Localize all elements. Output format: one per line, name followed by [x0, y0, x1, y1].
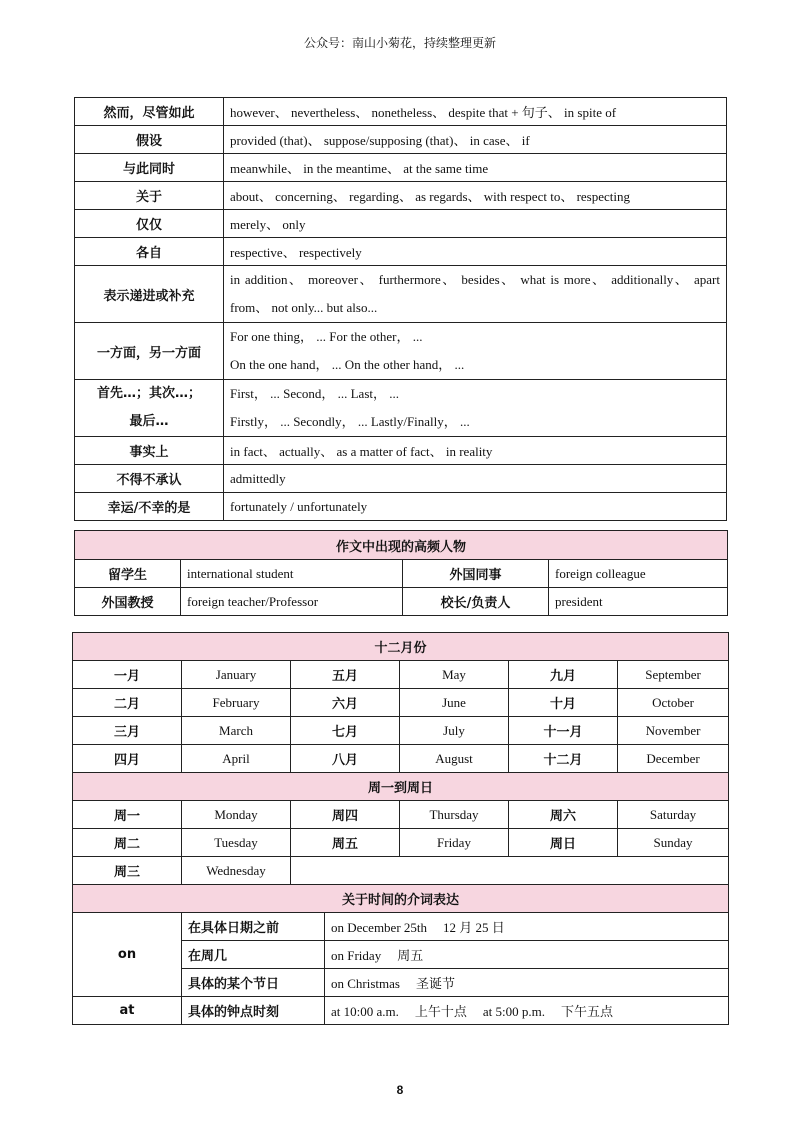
example-cn: 周五: [397, 948, 424, 963]
month-en: July: [400, 717, 509, 745]
phrase-cn: 表示递进或补充: [75, 266, 224, 323]
preposition-label: on: [73, 913, 182, 997]
phrase-en: fortunately / unfortunately: [224, 493, 727, 521]
month-cn: 二月: [73, 689, 182, 717]
table-row: [75, 588, 728, 616]
weekday-cn: 周二: [73, 829, 182, 857]
example-cn: 12 月 25 日: [443, 920, 505, 935]
month-cn: 十二月: [509, 745, 618, 773]
weekday-en: Tuesday: [182, 829, 291, 857]
preposition-example: [325, 997, 729, 1025]
month-en: April: [182, 745, 291, 773]
table-row: [75, 98, 727, 126]
weekday-cn: 周一: [73, 801, 182, 829]
phrase-en: however、 nevertheless、 nonetheless、 despite that + 句子、 in spite of: [224, 98, 727, 126]
month-cn: 六月: [291, 689, 400, 717]
phrase-en: about、 concerning、 regarding、 as regards、 with respect to、 respecting: [224, 182, 727, 210]
month-en: September: [618, 661, 729, 689]
preposition-example: [325, 913, 729, 941]
table-row: [75, 380, 727, 437]
people-table: [74, 530, 728, 616]
table-row: [75, 126, 727, 154]
table-row: [75, 560, 728, 588]
table-row: [73, 661, 729, 689]
table-row: [75, 531, 728, 560]
month-cn: 九月: [509, 661, 618, 689]
table-row: [75, 266, 727, 323]
month-en: November: [618, 717, 729, 745]
phrase-cn: 各自: [75, 238, 224, 266]
time-table: [72, 632, 729, 1025]
month-en: May: [400, 661, 509, 689]
preposition-desc: 具体的某个节日: [182, 969, 325, 997]
preposition-desc: 在周几: [182, 941, 325, 969]
example-en: at 5:00 p.m.: [482, 1004, 546, 1019]
phrase-en-cell: [224, 380, 727, 437]
phrase-cn: 关于: [75, 182, 224, 210]
example-cn: 上午十点: [414, 1004, 467, 1019]
table-row: [73, 717, 729, 745]
phrase-cn: 幸运/不幸的是: [75, 493, 224, 521]
phrase-cn: 然而，尽管如此: [75, 98, 224, 126]
phrase-en-line: For one thing， ... For the other， ...: [230, 329, 423, 344]
month-cn: 四月: [73, 745, 182, 773]
phrase-en: in fact、 actually、 as a matter of fact、 in reality: [224, 437, 727, 465]
month-en: January: [182, 661, 291, 689]
people-cn: 外国同事: [403, 560, 549, 588]
phrase-en-line: On the one hand， ... On the other hand， ...: [230, 357, 465, 372]
people-en: foreign colleague: [549, 560, 728, 588]
phrase-en-line: Firstly， ... Secondly， ... Lastly/Finally， ...: [230, 414, 470, 429]
table-row: [73, 689, 729, 717]
table-row: [75, 465, 727, 493]
example-en: on Friday: [331, 948, 382, 963]
weekday-en: Saturday: [618, 801, 729, 829]
weekday-en: Friday: [400, 829, 509, 857]
people-cn: 留学生: [75, 560, 181, 588]
table-row: [73, 773, 729, 801]
phrase-cn-line: 最后…: [129, 414, 169, 429]
weekday-en: Monday: [182, 801, 291, 829]
phrase-cn: 假设: [75, 126, 224, 154]
table-row: [75, 323, 727, 380]
example-en: at 10:00 a.m.: [331, 1004, 399, 1019]
table-row: [75, 182, 727, 210]
people-cn: 外国教授: [75, 588, 181, 616]
phrase-en: respective、 respectively: [224, 238, 727, 266]
example-en: on Christmas: [331, 976, 400, 991]
page-header: 公众号：南山小菊花，持续整理更新: [303, 36, 496, 50]
phrase-cn: 与此同时: [75, 154, 224, 182]
table-row: [75, 437, 727, 465]
table-row: [75, 238, 727, 266]
table-row: [73, 633, 729, 661]
example-en: on December 25th: [331, 920, 428, 935]
preposition-example: [325, 969, 729, 997]
phrase-cn-cell: [75, 380, 224, 437]
table-row: [73, 829, 729, 857]
phrase-en: meanwhile、 in the meantime、 at the same time: [224, 154, 727, 182]
weekday-en: Sunday: [618, 829, 729, 857]
phrase-cn: 事实上: [75, 437, 224, 465]
table-row: [73, 913, 729, 941]
month-en: February: [182, 689, 291, 717]
phrase-en-line: First， ... Second， ... Last， ...: [230, 386, 399, 401]
table-row: [73, 885, 729, 913]
month-cn: 十月: [509, 689, 618, 717]
month-cn: 八月: [291, 745, 400, 773]
table-row: [75, 154, 727, 182]
month-en: August: [400, 745, 509, 773]
section-title: 作文中出现的高频人物: [75, 531, 728, 560]
table-row: [73, 801, 729, 829]
phrase-en-cell: [224, 323, 727, 380]
month-cn: 七月: [291, 717, 400, 745]
phrase-en: in addition、 moreover、 furthermore、 besides、 what is more、 additionally、 apart from、 not only... but also...: [224, 266, 727, 323]
table-row: [75, 210, 727, 238]
page-number: 8: [396, 1083, 404, 1097]
weekday-cn: 周三: [73, 857, 182, 885]
month-cn: 五月: [291, 661, 400, 689]
phrase-cn: 仅仅: [75, 210, 224, 238]
table-row: [73, 997, 729, 1025]
weekday-cn: 周日: [509, 829, 618, 857]
month-en: December: [618, 745, 729, 773]
weekday-en: Wednesday: [182, 857, 291, 885]
month-en: June: [400, 689, 509, 717]
section-title: 关于时间的介词表达: [73, 885, 729, 913]
people-cn: 校长/负责人: [403, 588, 549, 616]
weekday-cn: 周六: [509, 801, 618, 829]
people-en: foreign teacher/Professor: [181, 588, 403, 616]
month-cn: 三月: [73, 717, 182, 745]
preposition-desc: 在具体日期之前: [182, 913, 325, 941]
month-en: October: [618, 689, 729, 717]
weekday-cn: 周五: [291, 829, 400, 857]
phrase-cn: 不得不承认: [75, 465, 224, 493]
section-title: 周一到周日: [73, 773, 729, 801]
table-row: [73, 745, 729, 773]
people-en: international student: [181, 560, 403, 588]
preposition-desc: 具体的钟点时刻: [182, 997, 325, 1025]
example-cn: 下午五点: [561, 1004, 614, 1019]
phrase-en: admittedly: [224, 465, 727, 493]
table-row: [75, 493, 727, 521]
weekday-cn: 周四: [291, 801, 400, 829]
phrase-en: merely、 only: [224, 210, 727, 238]
table-row: [73, 857, 729, 885]
month-cn: 十一月: [509, 717, 618, 745]
example-cn: 圣诞节: [415, 976, 455, 991]
phrase-en: provided (that)、 suppose/supposing (that)、 in case、 if: [224, 126, 727, 154]
weekday-en: Thursday: [400, 801, 509, 829]
phrase-table: [74, 97, 727, 521]
empty-cell: [291, 857, 729, 885]
people-en: president: [549, 588, 728, 616]
phrase-cn: 一方面，另一方面: [75, 323, 224, 380]
month-en: March: [182, 717, 291, 745]
section-title: 十二月份: [73, 633, 729, 661]
phrase-cn-line: 首先…；其次…；: [96, 386, 201, 401]
month-cn: 一月: [73, 661, 182, 689]
preposition-label: at: [73, 997, 182, 1025]
preposition-example: [325, 941, 729, 969]
